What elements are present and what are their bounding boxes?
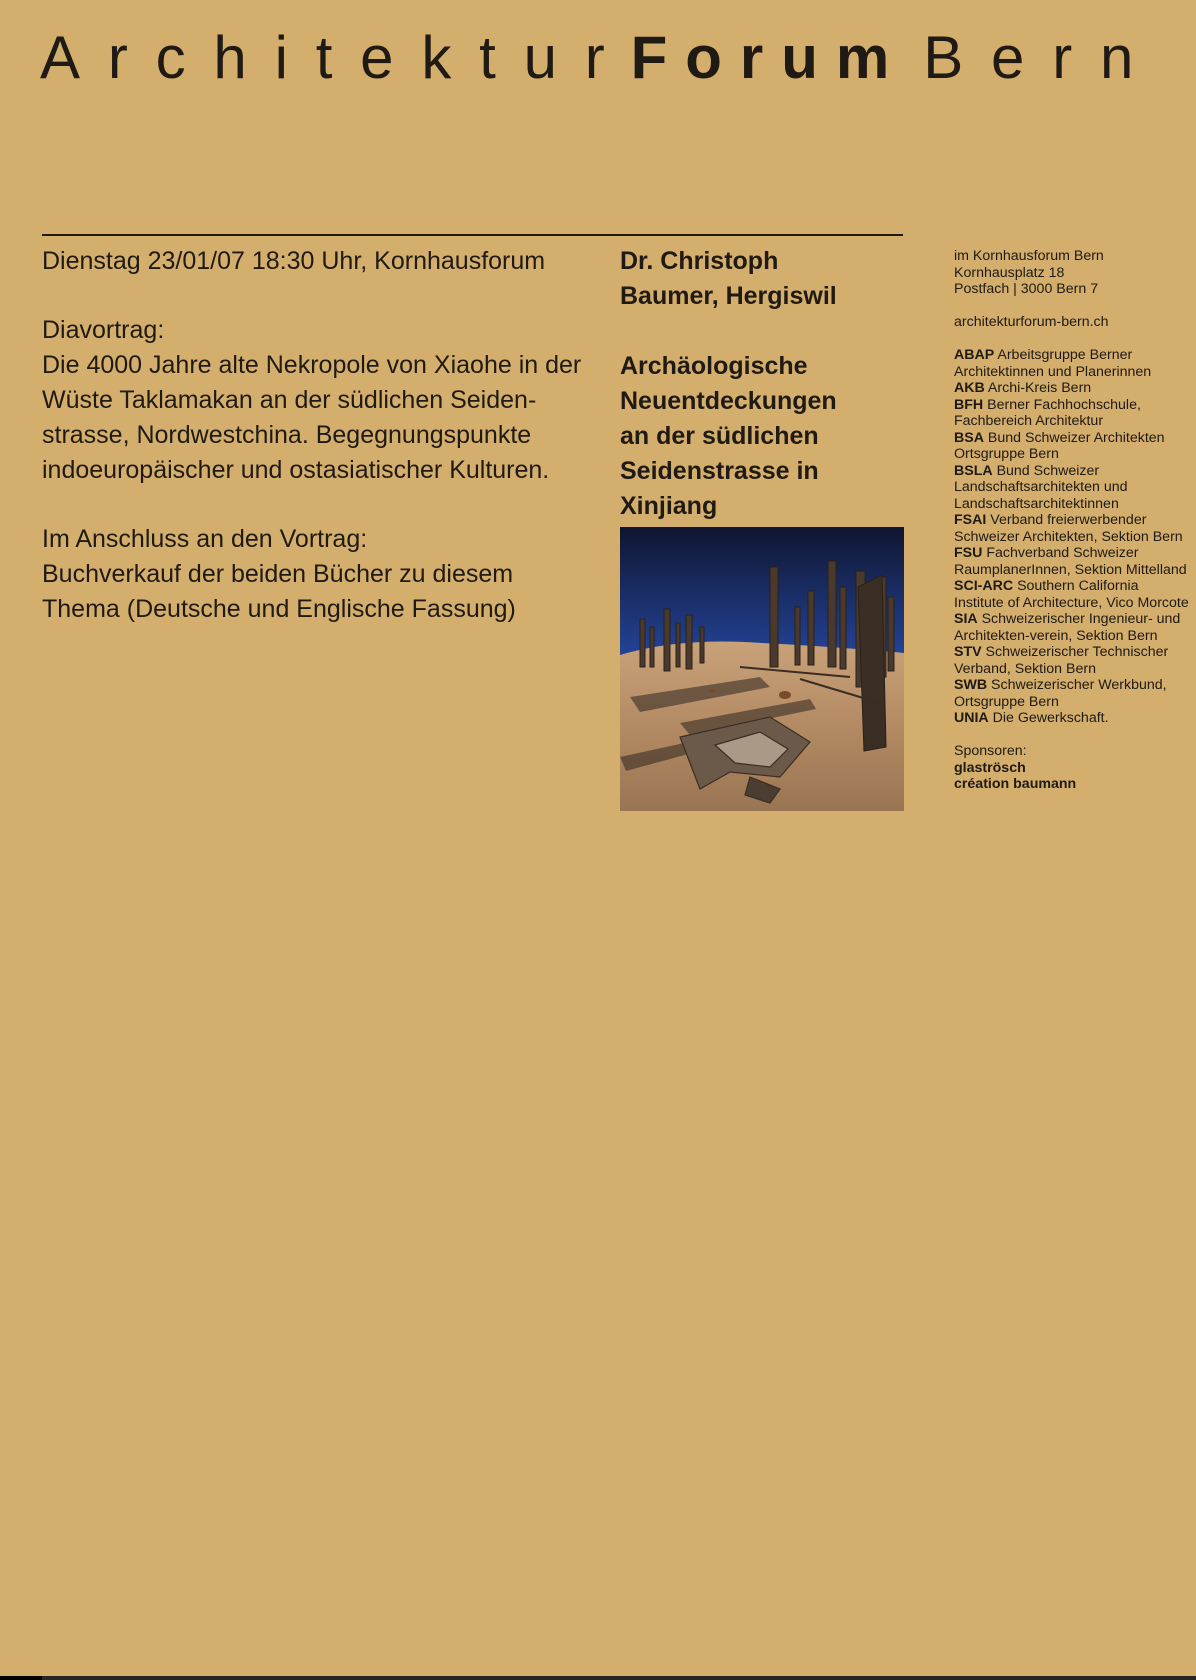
speaker-name: Dr. Christoph Baumer, Hergiswil <box>620 247 837 310</box>
org-sia: SIA Schweizerischer Ingenieur- und Architekten-verein, Sektion Bern <box>954 611 1181 644</box>
org-swb: SWB Schweizerischer Werkbund, Ortsgruppe Bern <box>954 677 1167 710</box>
after-lecture-text: Buchverkauf der beiden Bücher zu diesem Thema (Deutsche und Englische Fassung) <box>42 560 516 623</box>
bottom-edge-strip <box>0 1676 1196 1680</box>
org-abap: ABAP Arbeitsgruppe Berner Architektinnen und Planerinnen <box>954 347 1152 380</box>
lecture-text: Die 4000 Jahre alte Nekropole von Xiaohe in der Wüste Taklamakan an der südlichen Seiden- strasse, Nordwestchina. Begegnungspunkte indoeuropäischer und ostasiatischer Kulturen. <box>42 351 582 484</box>
speaker-block <box>620 244 910 524</box>
sponsor-glastroesch: glaströsch <box>954 759 1026 776</box>
org-sci-arc: SCI-ARC Southern California Institute of Architecture, Vico Morcote <box>954 578 1189 611</box>
event-details <box>42 244 602 627</box>
after-lecture-label: Im Anschluss an den Vortrag: <box>42 525 368 553</box>
sponsors-label: Sponsoren: <box>954 743 1027 759</box>
org-bfh: BFH Berner Fachhochschule, Fachbereich Architektur <box>954 396 1141 429</box>
website-link[interactable]: architekturforum-bern.ch <box>954 314 1109 330</box>
masthead-word-architektur: Architektur <box>40 24 633 91</box>
sponsor-creation-baumann: création baumann <box>954 776 1077 792</box>
masthead-word-bern: Bern <box>923 24 1162 91</box>
organization-list <box>954 347 1190 727</box>
org-fsai: FSAI Verband freierwerbender Schweizer Architekten, Sektion Bern <box>954 512 1183 545</box>
lecture-title: Archäologische Neuentdeckungen an der südlichen Seidenstrasse in Xinjiang <box>620 352 837 520</box>
lecture-label: Diavortrag: <box>42 316 165 344</box>
bottom-edge-mark <box>0 1676 42 1680</box>
masthead-title <box>40 22 1160 94</box>
org-bsla: BSLA Bund Schweizer Landschaftsarchitekten und Landschaftsarchitektinnen <box>954 462 1128 512</box>
desert-necropolis-photo <box>620 527 904 811</box>
sidebar-info <box>954 248 1190 793</box>
org-bsa: BSA Bund Schweizer Architekten Ortsgruppe Bern <box>954 429 1165 462</box>
org-stv: STV Schweizerischer Technischer Verband, Sektion Bern <box>954 644 1169 677</box>
masthead-word-forum: Forum <box>630 24 908 91</box>
org-fsu: FSU Fachverband Schweizer RaumplanerInnen, Sektion Mittelland <box>954 545 1187 578</box>
org-akb: AKB Archi-Kreis Bern <box>954 380 1092 396</box>
event-date-line: Dienstag 23/01/07 18:30 Uhr, Kornhausforum <box>42 247 546 275</box>
org-unia: UNIA Die Gewerkschaft. <box>954 710 1109 726</box>
address-block: im Kornhausforum Bern Kornhausplatz 18 Postfach | 3000 Bern 7 <box>954 248 1104 297</box>
divider-rule <box>42 234 903 236</box>
